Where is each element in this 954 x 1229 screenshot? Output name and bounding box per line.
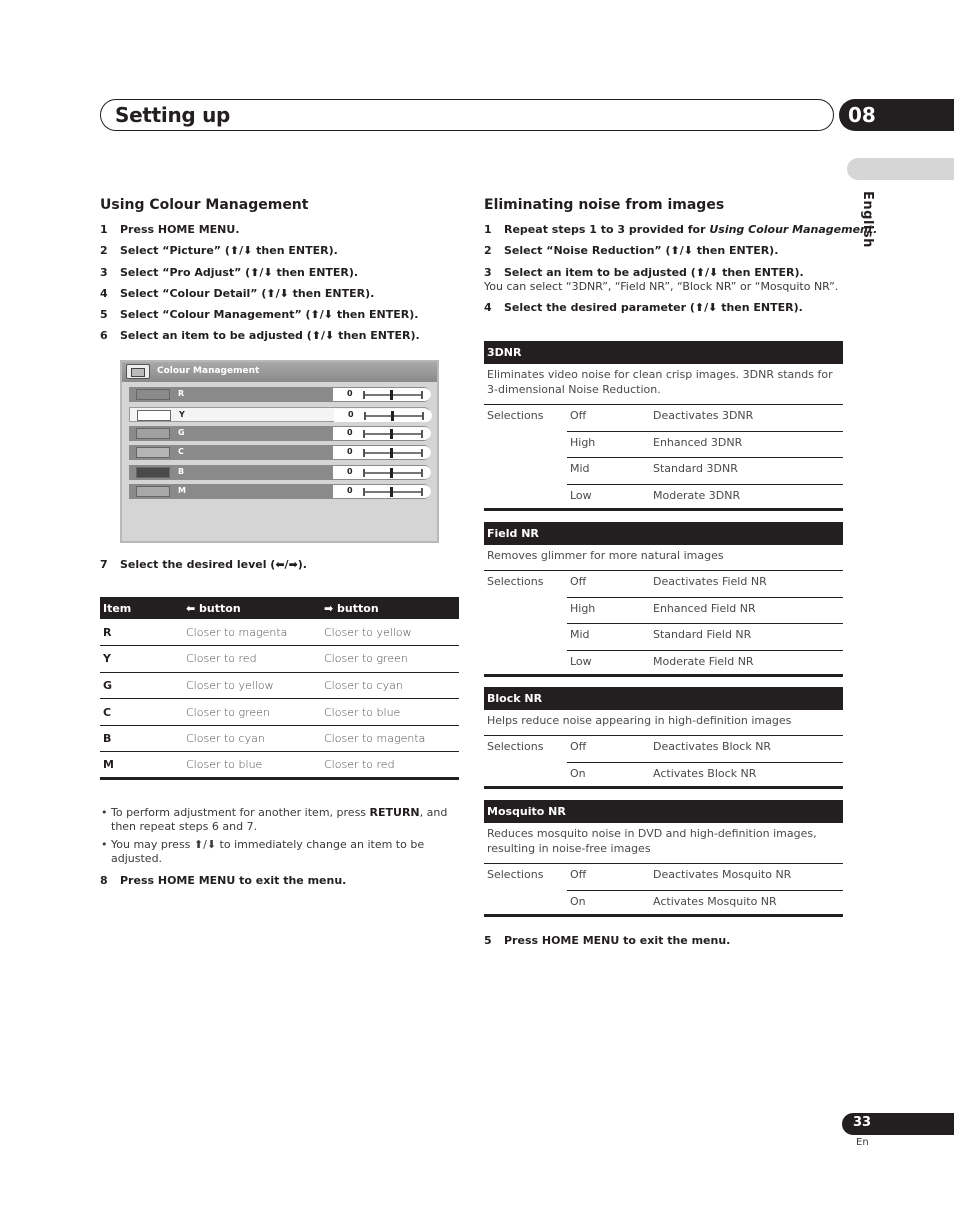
table-row (100, 752, 459, 779)
osd-row (129, 387, 431, 402)
noise-table-desc: Removes glimmer for more natural images (484, 545, 843, 571)
table-row (100, 672, 459, 699)
table-cell: Selections (487, 868, 544, 881)
tv-menu-icon (126, 364, 150, 379)
chapter-number: 08 (848, 103, 876, 127)
slider-knob (390, 390, 393, 400)
osd-row-label: M (178, 486, 186, 495)
table-row (100, 646, 459, 673)
table-cell: Enhanced Field NR (653, 601, 756, 615)
colour-swatch (137, 410, 171, 421)
slider-knob (390, 468, 393, 478)
slider-knob (390, 487, 393, 497)
language-tab (847, 158, 954, 180)
noise-table-title: Mosquito NR (484, 800, 843, 823)
step-item: 1 Repeat steps 1 to 3 provided for Using Colour Management. (484, 223, 878, 236)
osd-row-value: 0 (347, 467, 353, 476)
table-cell: Closer to green (321, 646, 459, 673)
table-cell: Deactivates Block NR (653, 740, 772, 753)
table-cell: Closer to magenta (183, 619, 321, 646)
colour-management-osd (120, 360, 439, 543)
colour-swatch (136, 467, 170, 478)
table-cell: Closer to cyan (321, 672, 459, 699)
osd-slider (363, 472, 423, 474)
slider-knob (390, 448, 393, 458)
table-cell: Closer to yellow (321, 619, 459, 646)
row-divider (484, 674, 843, 677)
noise-table-title: Block NR (484, 687, 843, 710)
osd-row (129, 426, 431, 441)
osd-title: Colour Management (157, 366, 260, 376)
table-cell: Closer to magenta (321, 725, 459, 752)
colour-swatch (136, 389, 170, 400)
table-row (484, 432, 843, 459)
table-cell: Closer to green (183, 699, 321, 726)
slider-knob (391, 411, 394, 421)
osd-title-bar (122, 362, 437, 382)
table-row (484, 736, 843, 763)
table-cell: Closer to blue (183, 752, 321, 779)
table-header: ⬅ button (183, 597, 321, 619)
colour-swatch (136, 428, 170, 439)
osd-row (129, 484, 431, 499)
noise-table-desc: Eliminates video noise for clean crisp images. 3DNR stands for 3-dimensional Noise Reduction. (484, 364, 843, 405)
colour-swatch (136, 447, 170, 458)
step-note: You can select “3DNR”, “Field NR”, “Block NR” or “Mosquito NR”. (484, 280, 839, 293)
table-row (100, 619, 459, 646)
osd-row-label: R (178, 389, 185, 398)
osd-row-label: Y (179, 410, 185, 419)
osd-slider (363, 433, 423, 435)
osd-row-value: 0 (347, 428, 353, 437)
step-item: 4 Select the desired parameter (⬆/⬇ then ENTER). (484, 301, 803, 314)
osd-slider (363, 394, 423, 396)
step-item: 2 Select “Picture” (⬆/⬇ then ENTER). (100, 244, 338, 257)
table-cell: Selections (487, 575, 544, 588)
table-cell-item: Y (100, 646, 183, 673)
row-divider (484, 914, 843, 917)
colour-swatch (136, 486, 170, 497)
bullet-note: • You may press ⬆/⬇ to immediately change an item to be adjusted. (101, 838, 425, 865)
step-item: 3 Select an item to be adjusted (⬆/⬇ then ENTER). (484, 266, 804, 279)
table-row (484, 458, 843, 485)
table-cell: Off (570, 409, 587, 422)
table-cell: Activates Mosquito NR (653, 894, 777, 908)
step-item: 6 Select an item to be adjusted (⬆/⬇ then ENTER). (100, 329, 420, 342)
table-cell: Deactivates 3DNR (653, 409, 754, 422)
table-row (484, 598, 843, 625)
table-header: Item (100, 597, 183, 619)
table-cell: On (570, 894, 586, 908)
step-item: 5 Select “Colour Management” (⬆/⬇ then ENTER). (100, 308, 419, 321)
table-cell-item: G (100, 672, 183, 699)
language-label: English (860, 191, 875, 248)
table-row (484, 763, 843, 790)
step-item: 4 Select “Colour Detail” (⬆/⬇ then ENTER). (100, 287, 375, 300)
table-row (100, 725, 459, 752)
table-cell: Activates Block NR (653, 766, 757, 780)
table-cell: Standard Field NR (653, 628, 752, 642)
noise-table (484, 800, 843, 917)
step-item: 2 Select “Noise Reduction” (⬆/⬇ then ENTER). (484, 244, 779, 257)
table-cell: Selections (487, 740, 544, 753)
step-item: 7 Select the desired level (⬅/➡). (100, 558, 307, 571)
table-cell: High (570, 435, 596, 449)
table-cell: Moderate 3DNR (653, 488, 741, 502)
slider-knob (390, 429, 393, 439)
table-cell-item: B (100, 725, 183, 752)
osd-slider (364, 415, 424, 417)
table-row (484, 891, 843, 918)
step-item: 5 Press HOME MENU to exit the menu. (484, 934, 731, 947)
osd-row-value: 0 (347, 447, 353, 456)
table-row (484, 651, 843, 678)
table-cell-item: R (100, 619, 183, 646)
osd-row-value: 0 (347, 389, 353, 398)
table-cell: Off (570, 575, 587, 588)
row-divider (484, 508, 843, 511)
table-cell: Closer to blue (321, 699, 459, 726)
table-cell: Enhanced 3DNR (653, 435, 743, 449)
step-item: 8 Press HOME MENU to exit the menu. (100, 874, 347, 887)
table-cell: Deactivates Field NR (653, 575, 767, 588)
table-cell-item: C (100, 699, 183, 726)
noise-table (484, 341, 843, 511)
step-item: 3 Select “Pro Adjust” (⬆/⬇ then ENTER). (100, 266, 359, 279)
osd-slider (363, 452, 423, 454)
section-heading-noise: Eliminating noise from images (484, 197, 725, 213)
table-cell-item: M (100, 752, 183, 779)
step-item: 1 Press HOME MENU. (100, 223, 240, 236)
osd-row-label: C (178, 447, 184, 456)
table-cell: Selections (487, 409, 544, 422)
row-divider (484, 786, 843, 789)
bullet-note: • To perform adjustment for another item, press RETURN, and then repeat steps 6 and 7. (101, 806, 448, 833)
table-cell: Low (570, 654, 592, 668)
table-cell: Moderate Field NR (653, 654, 754, 668)
table-cell: Closer to red (321, 752, 459, 779)
osd-row-value: 0 (347, 486, 353, 495)
page-number: 33 (853, 1115, 872, 1130)
table-cell: Closer to red (183, 646, 321, 673)
osd-row-value: 0 (348, 410, 354, 419)
osd-slider (363, 491, 423, 493)
table-cell: Standard 3DNR (653, 462, 738, 476)
noise-table-desc: Helps reduce noise appearing in high-definition images (484, 710, 843, 736)
table-cell: Closer to cyan (183, 725, 321, 752)
osd-row-label: B (178, 467, 185, 476)
page-language: En (856, 1137, 869, 1148)
osd-row (129, 465, 431, 480)
table-cell: Deactivates Mosquito NR (653, 868, 792, 881)
table-cell: Mid (570, 628, 590, 642)
page-title: Setting up (115, 103, 231, 127)
table-row (484, 571, 843, 598)
section-heading-colour-management: Using Colour Management (100, 197, 309, 213)
osd-row (129, 445, 431, 460)
noise-table (484, 522, 843, 677)
colour-adjust-table (100, 597, 459, 780)
table-row (484, 405, 843, 432)
table-row (100, 699, 459, 726)
osd-row (129, 407, 431, 422)
table-cell: Mid (570, 462, 590, 476)
table-cell: Off (570, 740, 587, 753)
table-cell: Closer to yellow (183, 672, 321, 699)
table-row (484, 624, 843, 651)
noise-table-title: Field NR (484, 522, 843, 545)
table-cell: Low (570, 488, 592, 502)
table-header: ➡ button (321, 597, 459, 619)
table-cell: Off (570, 868, 587, 881)
noise-table-title: 3DNR (484, 341, 843, 364)
table-row (484, 864, 843, 891)
table-row (484, 485, 843, 512)
table-cell: On (570, 766, 586, 780)
noise-table (484, 687, 843, 789)
osd-row-label: G (178, 428, 185, 437)
noise-table-desc: Reduces mosquito noise in DVD and high-definition images, resulting in noise-free images (484, 823, 843, 864)
table-cell: High (570, 601, 596, 615)
